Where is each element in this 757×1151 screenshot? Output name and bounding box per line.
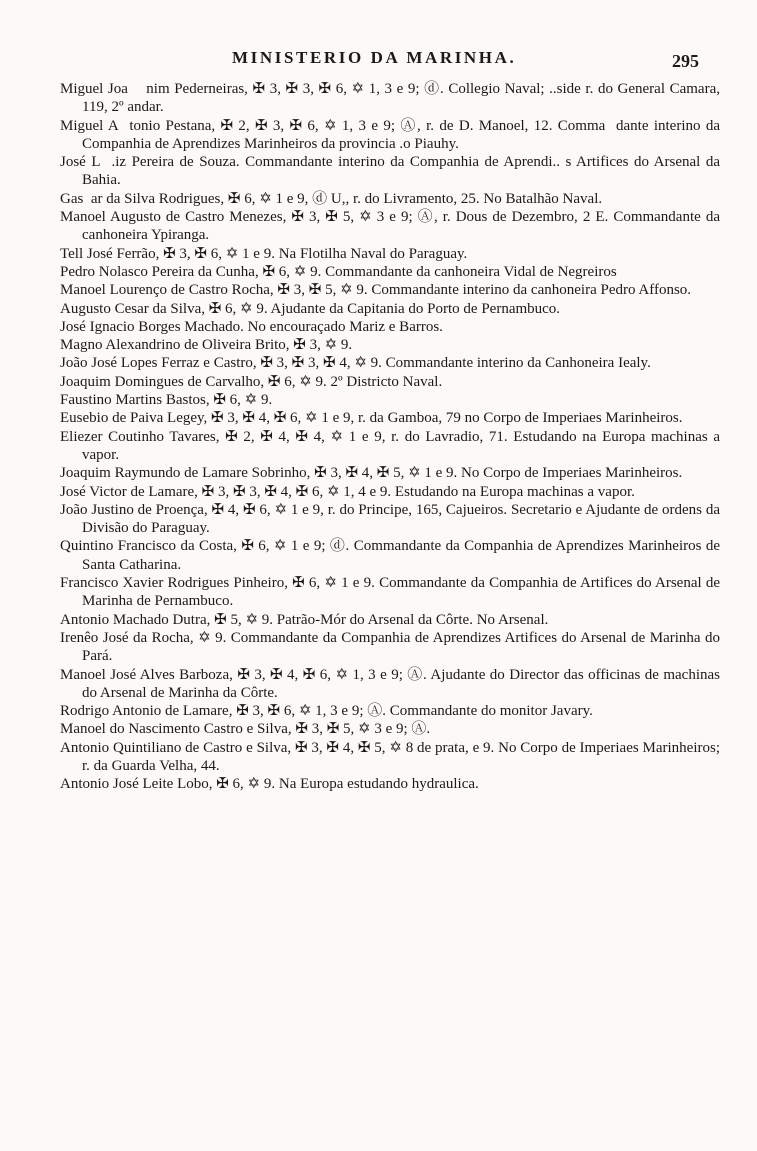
- list-item: Eliezer Coutinho Tavares, ✠ 2, ✠ 4, ✠ 4, ✡ 1 e 9, r. do Lavradio, 71. Estudando na Europa machinas a vapor.: [60, 428, 720, 463]
- list-item: Quintino Francisco da Costa, ✠ 6, ✡ 1 e 9; ⓓ. Commandante da Companhia de Aprendizes Marinheiros de Santa Catharina.: [60, 538, 720, 573]
- list-item: Antonio Machado Dutra, ✠ 5, ✡ 9. Patrão-Mór do Arsenal da Côrte. No Arsenal.: [60, 611, 549, 628]
- list-item: Manoel José Alves Barboza, ✠ 3, ✠ 4, ✠ 6, ✡ 1, 3 e 9; Ⓐ. Ajudante do Director das officinas de machinas do Arsenal de Marinha da Côrte.: [60, 666, 720, 701]
- list-item: Antonio José Leite Lobo, ✠ 6, ✡ 9. Na Europa estudando hydraulica.: [60, 776, 479, 793]
- list-item: Miguel A tonio Pestana, ✠ 2, ✠ 3, ✠ 6, ✡ 1, 3 e 9; Ⓐ, r. de D. Manoel, 12. Comma dante interino da Companhia de Aprendizes Marinheiros da provincia .o Piauhy.: [60, 117, 720, 152]
- list-item: José L .iz Pereira de Souza. Commandante interino da Companhia de Aprendi.. s Artifices do Arsenal da Bahia.: [60, 154, 720, 189]
- list-item: Manoel Lourenço de Castro Rocha, ✠ 3, ✠ 5, ✡ 9. Commandante interino da canhoneira Pedro Affonso.: [60, 282, 692, 299]
- list-item: José Victor de Lamare, ✠ 3, ✠ 3, ✠ 4, ✠ 6, ✡ 1, 4 e 9. Estudando na Europa machinas a vapor.: [60, 483, 635, 500]
- list-item: Gas ar da Silva Rodrigues, ✠ 6, ✡ 1 e 9, ⓓ U,, r. do Livramento, 25. No Batalhão Naval.: [60, 190, 603, 207]
- list-item: Irenêo José da Rocha, ✡ 9. Commandante da Companhia de Aprendizes Artifices do Arsenal de Marinha do Pará.: [60, 629, 720, 665]
- list-item: Augusto Cesar da Silva, ✠ 6, ✡ 9. Ajudante da Capitania do Porto de Pernambuco.: [60, 300, 561, 317]
- page-header: [0, 48, 757, 76]
- list-item: Tell José Ferrão, ✠ 3, ✠ 6, ✡ 1 e 9. Na Flotilha Naval do Paraguay.: [60, 245, 468, 262]
- list-item: Faustino Martins Bastos, ✠ 6, ✡ 9.: [60, 392, 273, 409]
- list-item: Eusebio de Paiva Legey, ✠ 3, ✠ 4, ✠ 6, ✡ 1 e 9, r. da Gamboa, 79 no Corpo de Imperiaes Marinheiros.: [60, 410, 683, 427]
- list-item: João Justino de Proença, ✠ 4, ✠ 6, ✡ 1 e 9, r. do Principe, 165, Cajueiros. Secretario e Ajudante de ordens da Divisão do Paraguay.: [60, 501, 720, 537]
- page-title: MINISTERIO DA MARINHA.: [232, 48, 517, 67]
- entry-list: [60, 80, 720, 794]
- list-item: Manoel Augusto de Castro Menezes, ✠ 3, ✠ 5, ✡ 3 e 9; Ⓐ, r. Dous de Dezembro, 2 E. Commandante da canhoneira Ypiranga.: [60, 209, 720, 244]
- list-item: Joaquim Raymundo de Lamare Sobrinho, ✠ 3, ✠ 4, ✠ 5, ✡ 1 e 9. No Corpo de Imperiaes Marinheiros.: [60, 465, 683, 482]
- list-item: Antonio Quintiliano de Castro e Silva, ✠ 3, ✠ 4, ✠ 5, ✡ 8 de prata, e 9. No Corpo de Imperiaes Marinheiros; r. da Guarda Velha, 44.: [60, 739, 720, 774]
- list-item: Joaquim Domingues de Carvalho, ✠ 6, ✡ 9. 2º Districto Naval.: [60, 373, 443, 390]
- list-item: Manoel do Nascimento Castro e Silva, ✠ 3, ✠ 5, ✡ 3 e 9; Ⓐ.: [60, 721, 431, 738]
- list-item: Miguel Joa nim Pederneiras, ✠ 3, ✠ 3, ✠ 6, ✡ 1, 3 e 9; ⓓ. Collegio Naval; ..side r. do General Camara, 119, 2º andar.: [60, 81, 720, 116]
- list-item: Magno Alexandrino de Oliveira Brito, ✠ 3, ✡ 9.: [60, 337, 353, 354]
- list-item: Rodrigo Antonio de Lamare, ✠ 3, ✠ 6, ✡ 1, 3 e 9; Ⓐ. Commandante do monitor Javary.: [60, 703, 593, 720]
- list-item: José Ignacio Borges Machado. No encouraçado Mariz e Barros.: [60, 318, 443, 335]
- page-number: 295: [672, 51, 699, 71]
- list-item: João José Lopes Ferraz e Castro, ✠ 3, ✠ 3, ✠ 4, ✡ 9. Commandante interino da Canhoneira Iealy.: [60, 355, 651, 372]
- list-item: Pedro Nolasco Pereira da Cunha, ✠ 6, ✡ 9. Commandante da canhoneira Vidal de Negreiros: [60, 263, 617, 280]
- list-item: Francisco Xavier Rodrigues Pinheiro, ✠ 6, ✡ 1 e 9. Commandante da Companhia de Artifices do Arsenal de Marinha de Pernambuco.: [60, 575, 720, 610]
